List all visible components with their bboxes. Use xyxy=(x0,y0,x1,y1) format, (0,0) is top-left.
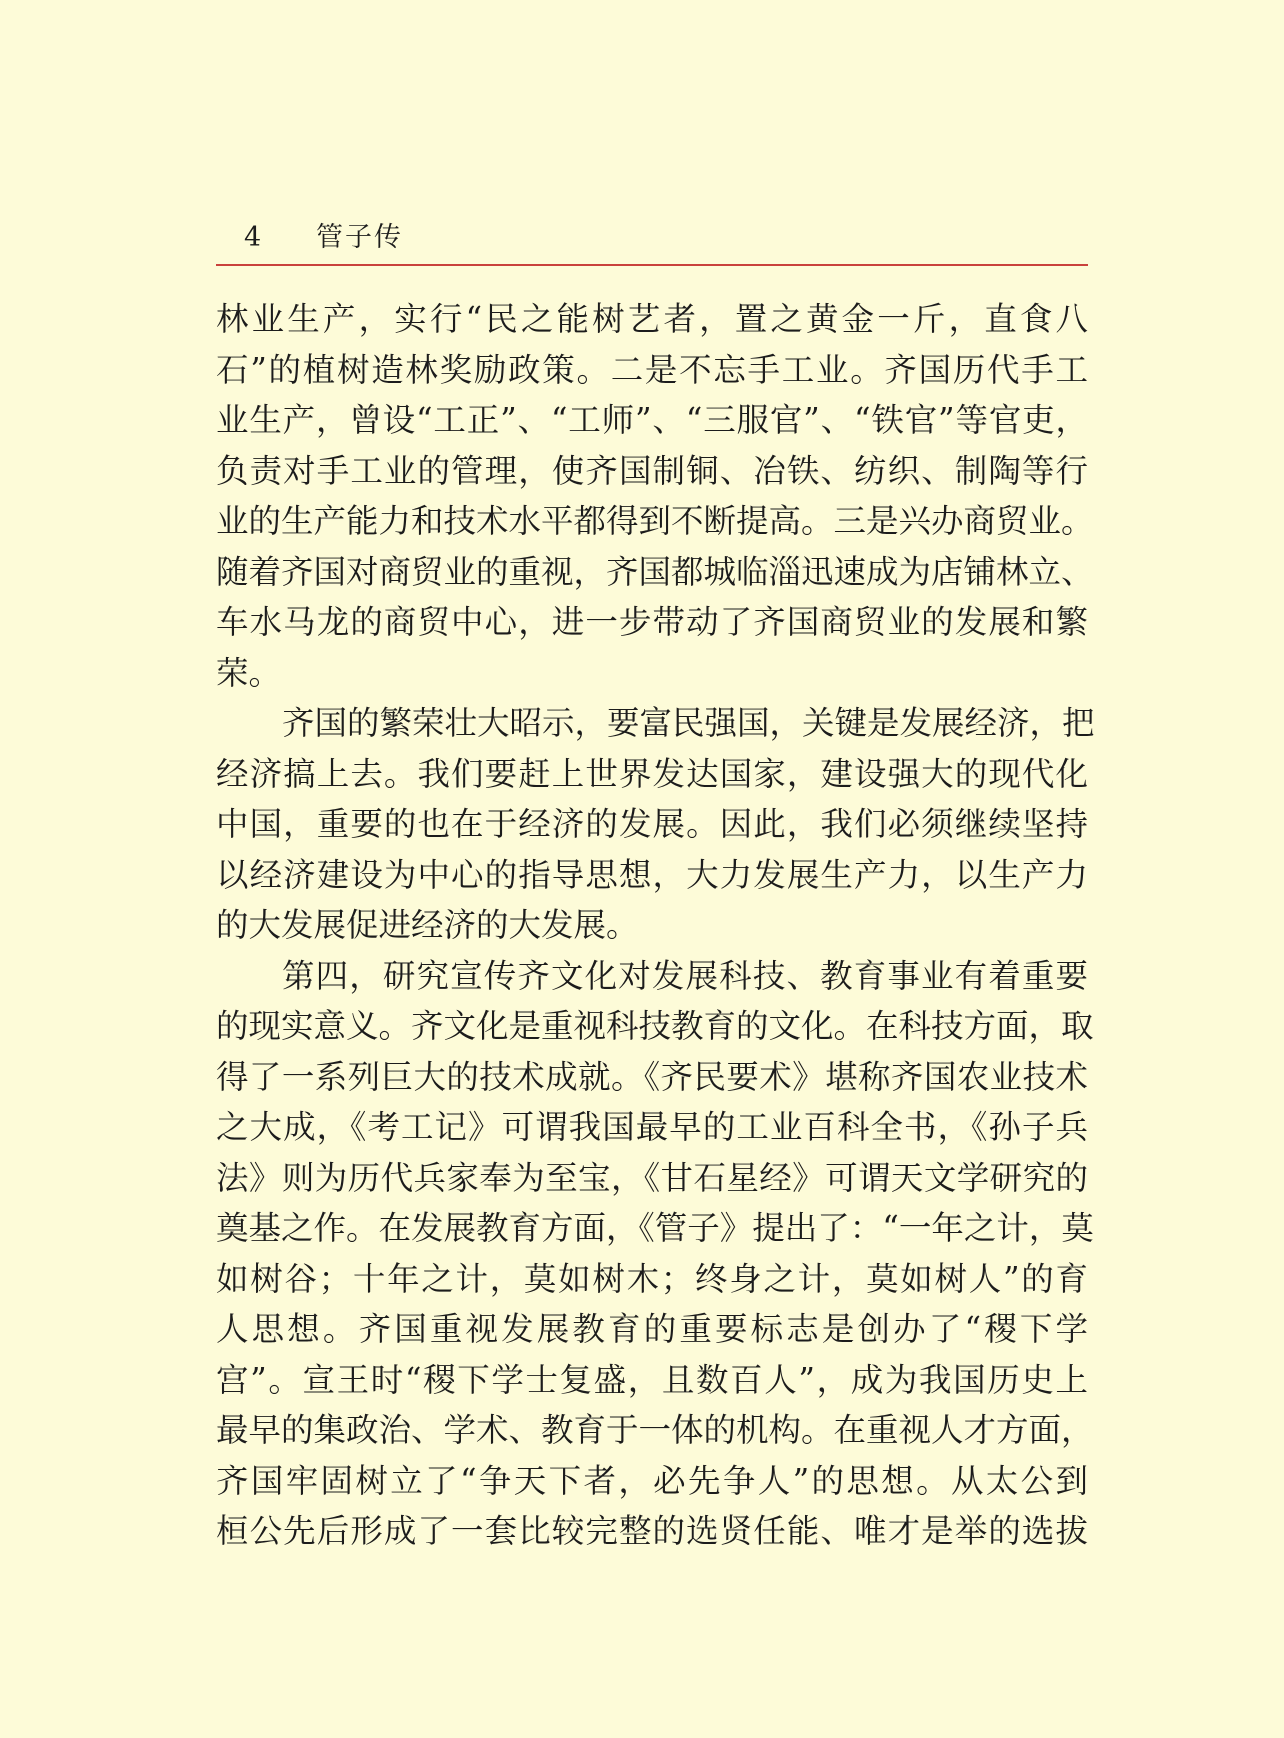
text-line: 的现实意义。齐文化是重视科技教育的文化。在科技方面，取 xyxy=(216,1007,1094,1045)
text-line: 石”的植树造林奖励政策。二是不忘手工业。齐国历代手工 xyxy=(216,350,1088,389)
page-number: 4 xyxy=(244,222,262,253)
text-line: 宫”。宣王时“稷下学士复盛，且数百人”，成为我国历史上 xyxy=(216,1360,1088,1399)
text-line: 业的生产能力和技术水平都得到不断提高。三是兴办商贸业。 xyxy=(216,502,1094,540)
text-line: 桓公先后形成了一套比较完整的选贤任能、唯才是举的选拔 xyxy=(216,1512,1088,1550)
book-title: 管子传 xyxy=(316,222,403,253)
header-divider xyxy=(216,264,1088,266)
text-line: 之大成，《考工记》可谓我国最早的工业百科全书，《孙子兵 xyxy=(216,1108,1088,1146)
text-line: 林业生产，实行“民之能树艺者，置之黄金一斤，直食八 xyxy=(216,300,1088,338)
text-line: 法》则为历代兵家奉为至宝，《甘石星经》可谓天文学研究的 xyxy=(216,1158,1088,1197)
text-line: 荣。 xyxy=(216,653,282,692)
text-line: 随着齐国对商贸业的重视，齐国都城临淄迅速成为店铺林立、 xyxy=(216,552,1094,591)
text-line: 得了一系列巨大的技术成就。《齐民要术》堪称齐国农业技术 xyxy=(216,1057,1088,1096)
body-text xyxy=(216,294,1095,1557)
paragraph-first-line: 第四，研究宣传齐文化对发展科技、教育事业有着重要 xyxy=(282,956,1088,995)
text-line: 最早的集政治、学术、教育于一体的机构。在重视人才方面， xyxy=(216,1411,1094,1449)
text-line: 以经济建设为中心的指导思想，大力发展生产力，以生产力 xyxy=(216,855,1088,894)
text-line: 如树谷；十年之计，莫如树木；终身之计，莫如树人”的育 xyxy=(216,1259,1088,1298)
running-header xyxy=(216,218,1088,258)
text-line: 奠基之作。在发展教育方面，《管子》提出了：“一年之计，莫 xyxy=(216,1209,1094,1247)
text-line: 齐国牢固树立了“争天下者，必先争人”的思想。从太公到 xyxy=(216,1461,1088,1500)
text-line: 经济搞上去。我们要赶上世界发达国家，建设强大的现代化 xyxy=(216,754,1088,793)
text-line: 车水马龙的商贸中心，进一步带动了齐国商贸业的发展和繁 xyxy=(216,603,1088,641)
text-line: 人思想。齐国重视发展教育的重要标志是创办了“稷下学 xyxy=(216,1310,1088,1348)
text-line: 中国，重要的也在于经济的发展。因此，我们必须继续坚持 xyxy=(216,805,1088,843)
paragraph-first-line: 齐国的繁荣壮大昭示，要富民强国，关键是发展经济，把 xyxy=(282,704,1095,742)
text-line: 负责对手工业的管理，使齐国制铜、冶铁、纺织、制陶等行 xyxy=(216,451,1088,490)
text-line: 的大发展促进经济的大发展。 xyxy=(216,906,639,944)
text-line: 业生产，曾设“工正”、“工师”、“三服官”、“铁官”等官吏， xyxy=(216,401,1088,439)
